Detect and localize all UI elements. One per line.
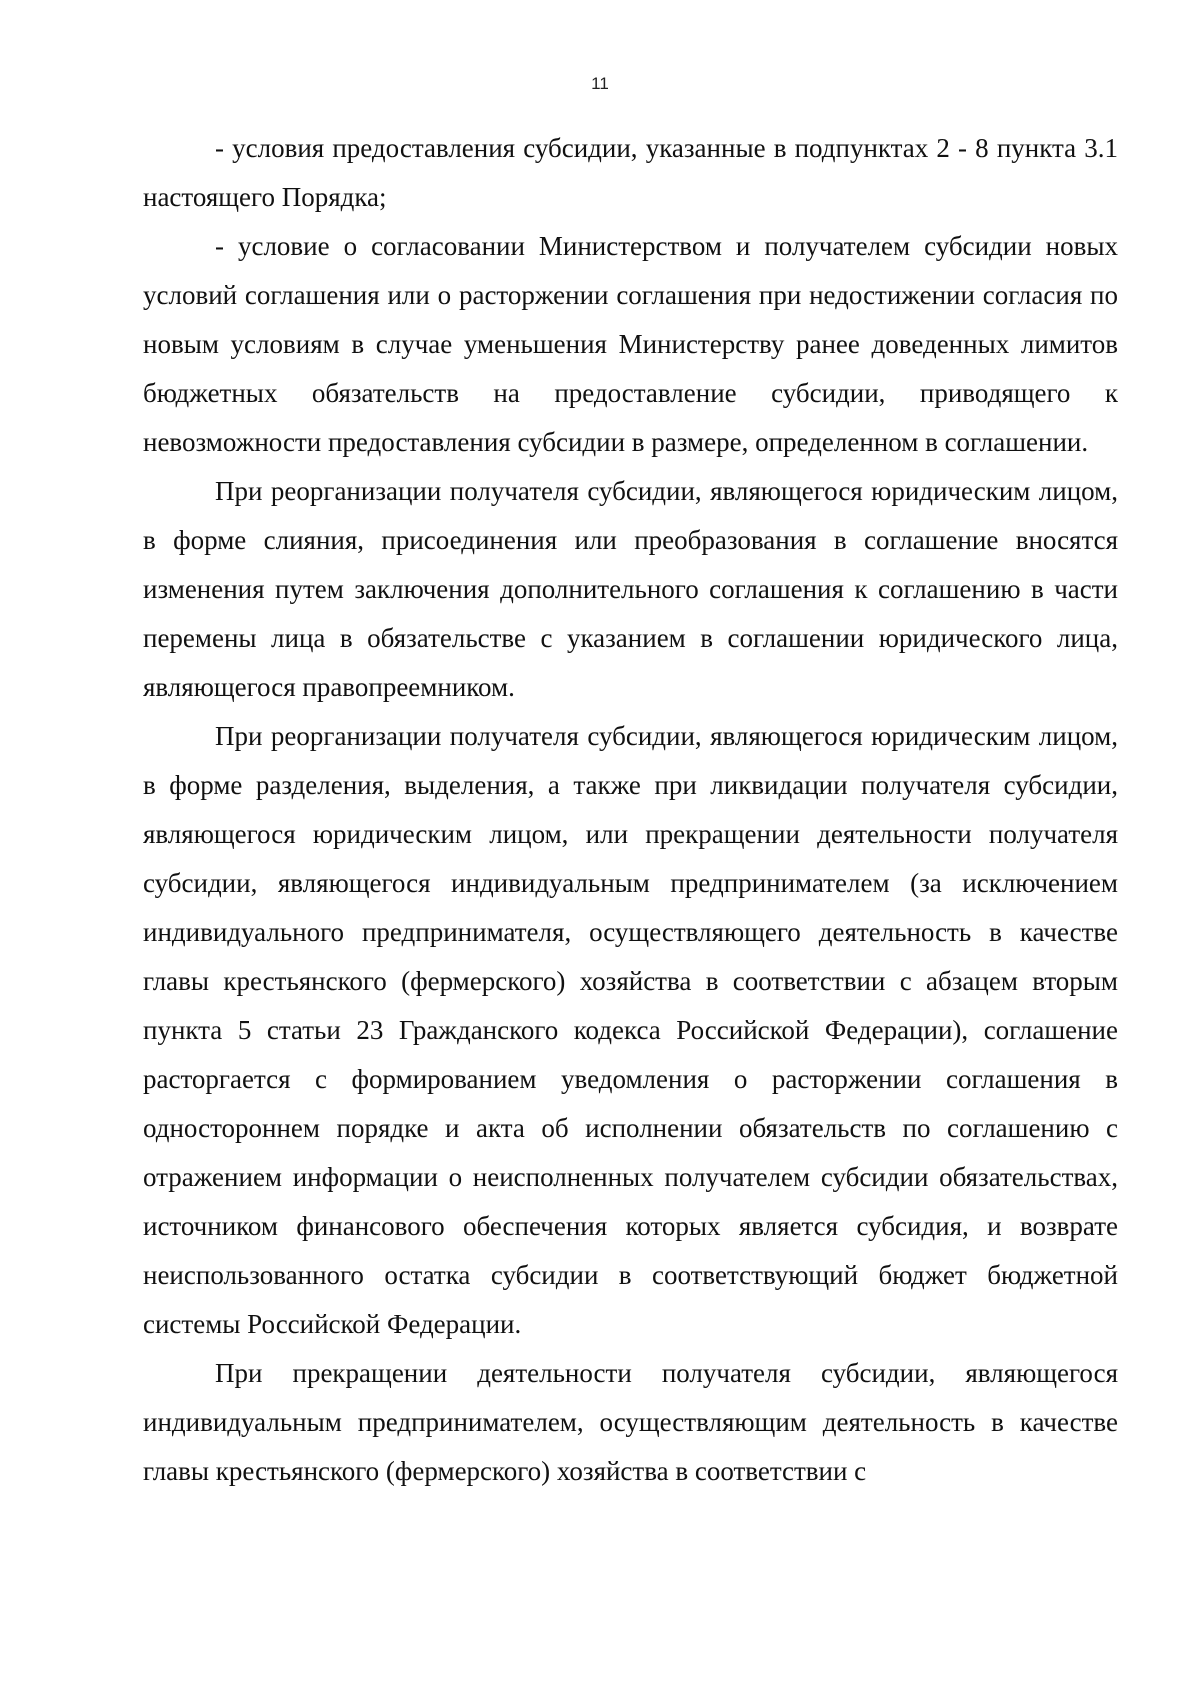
paragraph-agreement-terms: - условие о согласовании Министерством и получателем субсидии новых условий соглашения или о расторжении соглашения при недостижении согласия по новым условиям в случае уменьшения Министерству ранее доведенных лимитов бюджетных обязательств на предоставление субсидии, приводящего к невозможности предоставления субсидии в размере, определенном в соглашении. — [143, 231, 1118, 457]
paragraph-reorganization-merger: При реорганизации получателя субсидии, являющегося юридическим лицом, в форме слияния, присоединения или преобразования в соглашение вносятся изменения путем заключения дополнительного соглашения к соглашению в части перемены лица в обязательстве с указанием в соглашении юридического лица, являющегося правопреемником. — [143, 476, 1118, 702]
paragraph-reorganization-division: При реорганизации получателя субсидии, являющегося юридическим лицом, в форме разделения, выделения, а также при ликвидации получателя субсидии, являющегося юридическим лицом, или прекращении деятельности получателя субсидии, являющегося индивидуальным предпринимателем (за исключением индивидуального предпринимателя, осуществляющего деятельность в качестве главы крестьянского (фермерского) хозяйства в соответствии с абзацем вторым пункта 5 статьи 23 Гражданского кодекса Российской Федерации), соглашение расторгается с формированием уведомления о расторжении соглашения в одностороннем порядке и акта об исполнении обязательств по соглашению с отражением информации о неисполненных получателем субсидии обязательствах, источником финансового обеспечения которых является субсидия, и возврате неиспользованного остатка субсидии в соответствующий бюджет бюджетной системы Российской Федерации. — [143, 721, 1118, 1339]
page-number: 11 — [591, 74, 609, 93]
paragraph-subsidy-conditions: - условия предоставления субсидии, указанные в подпунктах 2 - 8 пункта 3.1 настоящего Порядка; — [143, 133, 1118, 212]
paragraph-termination-entrepreneur: При прекращении деятельности получателя субсидии, являющегося индивидуальным предпринимателем, осуществляющим деятельность в качестве главы крестьянского (фермерского) хозяйства в соответствии с — [143, 1358, 1118, 1486]
document-body — [143, 124, 1118, 1496]
